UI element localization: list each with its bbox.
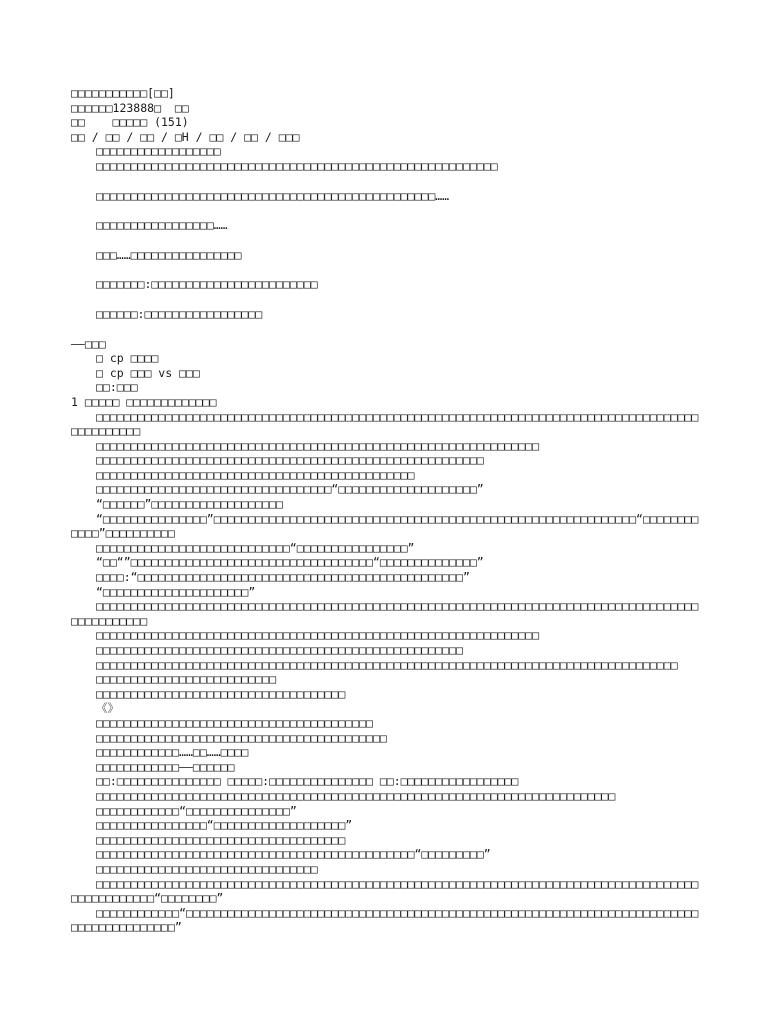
paragraph: □□:□□□□□□□□□□□□□□□ □□□□□:□□□□□□□□□□□□□□□ □□:□□□□□□□□□□□□□□□□□ xyxy=(96,774,519,789)
paragraph: □□□□□□□□□□□□□□□□□□□□□□□□□□□□□□□□□□“□□□□□□□□□□□□□□□□□□□□” xyxy=(96,482,484,497)
paragraph: □□□□□□□□□□□□□□□□□□□□□□□□□□□□□□□□□□□□□□□□□□□□□□□□□□□□□□□□□□□□□□□□□□□□□□□□□□□□□□□□□□□□ xyxy=(96,657,678,672)
tags-heading: ——□□□ xyxy=(71,336,106,351)
paragraph: “□□□□□□□□□□□□□□□□□□□□□” xyxy=(96,584,256,599)
paragraph: □□□□□□□□□□□□□□□□□□□□□□□□□□□□□□□□□□□□□□□□□□□□□□“□□□□□□□□□” xyxy=(96,847,491,862)
paragraph: “□□“”□□□□□□□□□□□□□□□□□□□□□□□□□□□□□□□□□□□“□□□□□□□□□□□□□□” xyxy=(96,555,484,570)
paragraph: □□□□:“□□□□□□□□□□□□□□□□□□□□□□□□□□□□□□□□□□□□□□□□□□□□□□□” xyxy=(96,570,470,585)
paragraph: “□□□□□□”□□□□□□□□□□□□□□□□□□□ xyxy=(96,497,283,512)
paragraph: □□□□□□□□□□□□□□□□“□□□□□□□□□□□□□□□□□□□” xyxy=(96,818,353,833)
paragraph: □□□□□□□□□□□□……□□……□□□□ xyxy=(96,745,249,760)
paragraph: □□□□□□□□□□□□□□□□□□□□□□□□□□ xyxy=(96,672,277,687)
paragraph: □□□□□□□□□□□□□□□□□□□□□□□□□□□□□□□□□□□□□□□□□□□□□□□□□□□□□ xyxy=(96,643,463,657)
summary-line: □□□□□□□□□□□□□□□□□□□□□□□□□□□□□□□□□□□□□□□□□□□□□□□□□□□□□□□□□□ xyxy=(96,158,498,173)
paragraph: □□□□□□□□□□□□□□□□□□□□□□□□□□□□□□□□□□□□□□□□ xyxy=(96,715,373,730)
chapter-title: 1 □□□□□ □□□□□□□□□□□□□ xyxy=(71,394,217,409)
chapter-body xyxy=(71,410,701,935)
summary-line: □□□□□□□:□□□□□□□□□□□□□□□□□□□□□□□□ xyxy=(96,277,318,292)
paragraph: □□□□□□□□□□□□□□□□□□□□□□□□□□□□□□□□□□□□□□□□□□□□□□□□□□□□□□□□□□□□□□□□□□□□□□□□□□□□□□□□□□□□□□□□□□□□□□□□□□□“□□□□□□□□” xyxy=(71,876,699,906)
paragraph: □□□□□□□□□□□□□□□□□□□□□□□□□□□□□□□□□□□□ xyxy=(96,832,346,847)
paragraph: “□□□□□□□□□□□□□□□”□□□□□□□□□□□□□□□□□□□□□□□□□□□□□□□□□□□□□□□□□□□□□□□□□□□□□□□□□□□□□“□□□□□□□□□□□□”□□□□□□□□□□ xyxy=(71,511,699,541)
breadcrumb: □□ / □□ / □□ / □H / □□ / □□ / □□□ xyxy=(71,129,300,144)
paragraph: □□□□□□□□□□□□□□□□□□□□□□□□□□□□□□□□□□□□ xyxy=(96,686,346,701)
meta-line: □□ □□□□□ (151) xyxy=(71,115,189,130)
paragraph: □□□□□□□□□□□□“□□□□□□□□□□□□□□□” xyxy=(96,803,297,818)
paragraph: □□□□□□□□□□□□□□□□□□□□□□□□□□□□□□□□□□□□□□□□□□□□□□□□□□□□□□□□□□□□□□□□□□□□□□□□□□□□□□□□□□□□□□□□□□□□□□□□□□ xyxy=(71,599,699,628)
summary-line: □□□□□□□□□□□□□□□□□□ xyxy=(96,144,221,159)
story-title: □□□□□□□□□□□[□□] xyxy=(71,86,175,100)
paragraph: 《》 xyxy=(96,701,119,716)
paragraph: □□□□□□□□□□□□□□□□□□□□□□□□□□□□□□□□□□□□□□□□□□□□□□□□□□□□□□□□□□□□□□□□□□□□□□□□□□□ xyxy=(96,788,616,803)
paragraph: □□□□□□□□□□□□“□□□□□□□□□□□□□□□□□□□□□□□□□□□□□□□□□□□□□□□□□□□□□□□□□□□□□□□□□□□□□□□□□□□□□□□□□□□□□□□□□□□□□□□□□” xyxy=(71,905,699,935)
paragraph: □□□□□□□□□□□□□□□□□□□□□□□□□□□□□□□□□□□□□□□□□□□□□□□□□□□□□□□□□□□□□□□□ xyxy=(96,628,540,643)
paragraph: □□□□□□□□□□□□□□□□□□□□□□□□□□□□□□□□□□□□□□□□□□□□□□□□□□□□□□□□□□□□□□□□ xyxy=(96,438,540,453)
summary-line: □□□□□□:□□□□□□□□□□□□□□□□□ xyxy=(96,306,263,321)
paragraph: □□□□□□□□□□□□□□□□□□□□□□□□□□□□□□□□□□□□□□□□□□ xyxy=(96,730,387,745)
paragraph: □□□□□□□□□□□□□□□□□□□□□□□□□□□□□□□□□□□□□□□□□□□□□□□□□□□□□□□□ xyxy=(96,453,484,468)
paragraph: □□□□□□□□□□□□□□□□□□□□□□□□□□□□□□□□□□□□□□□□□□□□□□□□□□□□□□□□□□□□□□□□□□□□□□□□□□□□□□□□□□□□□□□□□□□□□□□□□ xyxy=(71,409,699,439)
document xyxy=(71,86,701,935)
paragraph: □□□□□□□□□□□□□□□□□□□□□□□□□□□□□□□□ xyxy=(96,861,318,876)
summary-line: □□□□□□□□□□□□□□□□□…… xyxy=(96,218,228,233)
paragraph: □□□□□□□□□□□□□□□□□□□□□□□□□□□□“□□□□□□□□□□□□□□□□” xyxy=(96,540,415,555)
tag-item: □□:□□□ xyxy=(96,380,138,395)
author-line: □□□□□□123888□ □□ xyxy=(71,100,189,115)
paragraph: □□□□□□□□□□□□□□□□□□□□□□□□□□□□□□□□□□□□□□□□□□□□□□ xyxy=(96,467,415,482)
paragraph: □□□□□□□□□□□□——□□□□□□ xyxy=(96,759,235,774)
tag-item: □ cp □□□ vs □□□ xyxy=(96,365,200,380)
summary-line: □□□……□□□□□□□□□□□□□□□□ xyxy=(96,247,242,262)
summary-line: □□□□□□□□□□□□□□□□□□□□□□□□□□□□□□□□□□□□□□□□□□□□□□□□□…… xyxy=(96,188,450,203)
tag-item: □ cp □□□□ xyxy=(96,351,159,366)
